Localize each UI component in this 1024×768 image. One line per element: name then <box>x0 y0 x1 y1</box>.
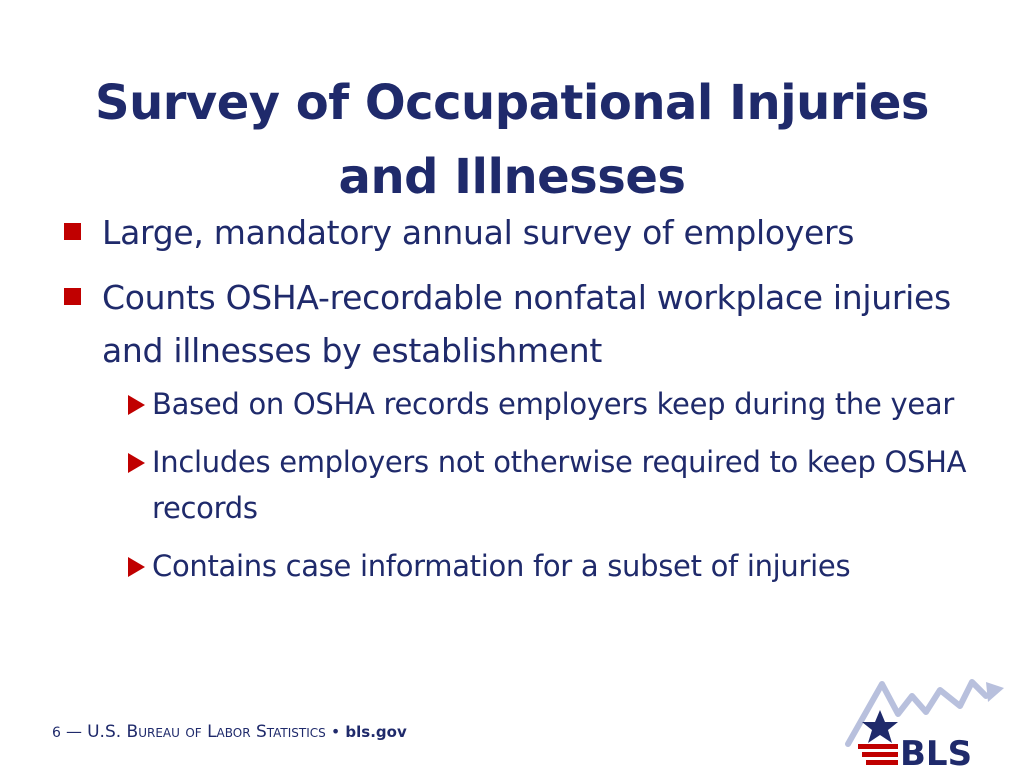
sub-bullet-list <box>102 381 984 589</box>
square-bullet-icon <box>64 223 81 240</box>
sub-bullet-item <box>108 439 984 531</box>
bullet-item <box>64 206 984 259</box>
arrow-head-icon <box>986 682 1004 702</box>
sub-bullet-item <box>108 543 984 589</box>
stripe-icon <box>862 752 898 757</box>
sub-bullet-text: Includes employers not otherwise required to keep OSHA records <box>152 445 967 525</box>
sub-bullet-item <box>108 381 984 427</box>
square-bullet-icon <box>64 288 81 305</box>
stripe-icon <box>866 760 898 765</box>
bullet-item <box>64 271 984 589</box>
bullet-text: Large, mandatory annual survey of employers <box>102 213 855 252</box>
slide-title-line-2: and Illnesses <box>338 149 686 205</box>
sub-bullet-text: Based on OSHA records employers keep during the year <box>152 387 954 421</box>
triangle-bullet-icon <box>128 557 145 577</box>
footer-separator: • <box>330 722 341 741</box>
triangle-bullet-icon <box>128 395 145 415</box>
website-link[interactable]: bls.gov <box>345 723 407 741</box>
bullet-text: Counts OSHA-recordable nonfatal workplace injuries and illnesses by establishment <box>102 278 951 370</box>
bullet-list <box>64 206 984 601</box>
sub-bullet-text: Contains case information for a subset of injuries <box>152 549 851 583</box>
agency-name: U.S. Bureau of Labor Statistics <box>87 722 326 742</box>
triangle-bullet-icon <box>128 453 145 473</box>
logo-text: BLS <box>900 734 973 768</box>
slide-title <box>60 66 964 214</box>
footer-dash: — <box>66 722 83 741</box>
slide-title-line-1: Survey of Occupational Injuries <box>95 75 929 131</box>
page-number: 6 <box>52 725 61 741</box>
footer <box>52 718 407 747</box>
bls-logo <box>836 656 1024 768</box>
stripe-icon <box>858 744 898 749</box>
